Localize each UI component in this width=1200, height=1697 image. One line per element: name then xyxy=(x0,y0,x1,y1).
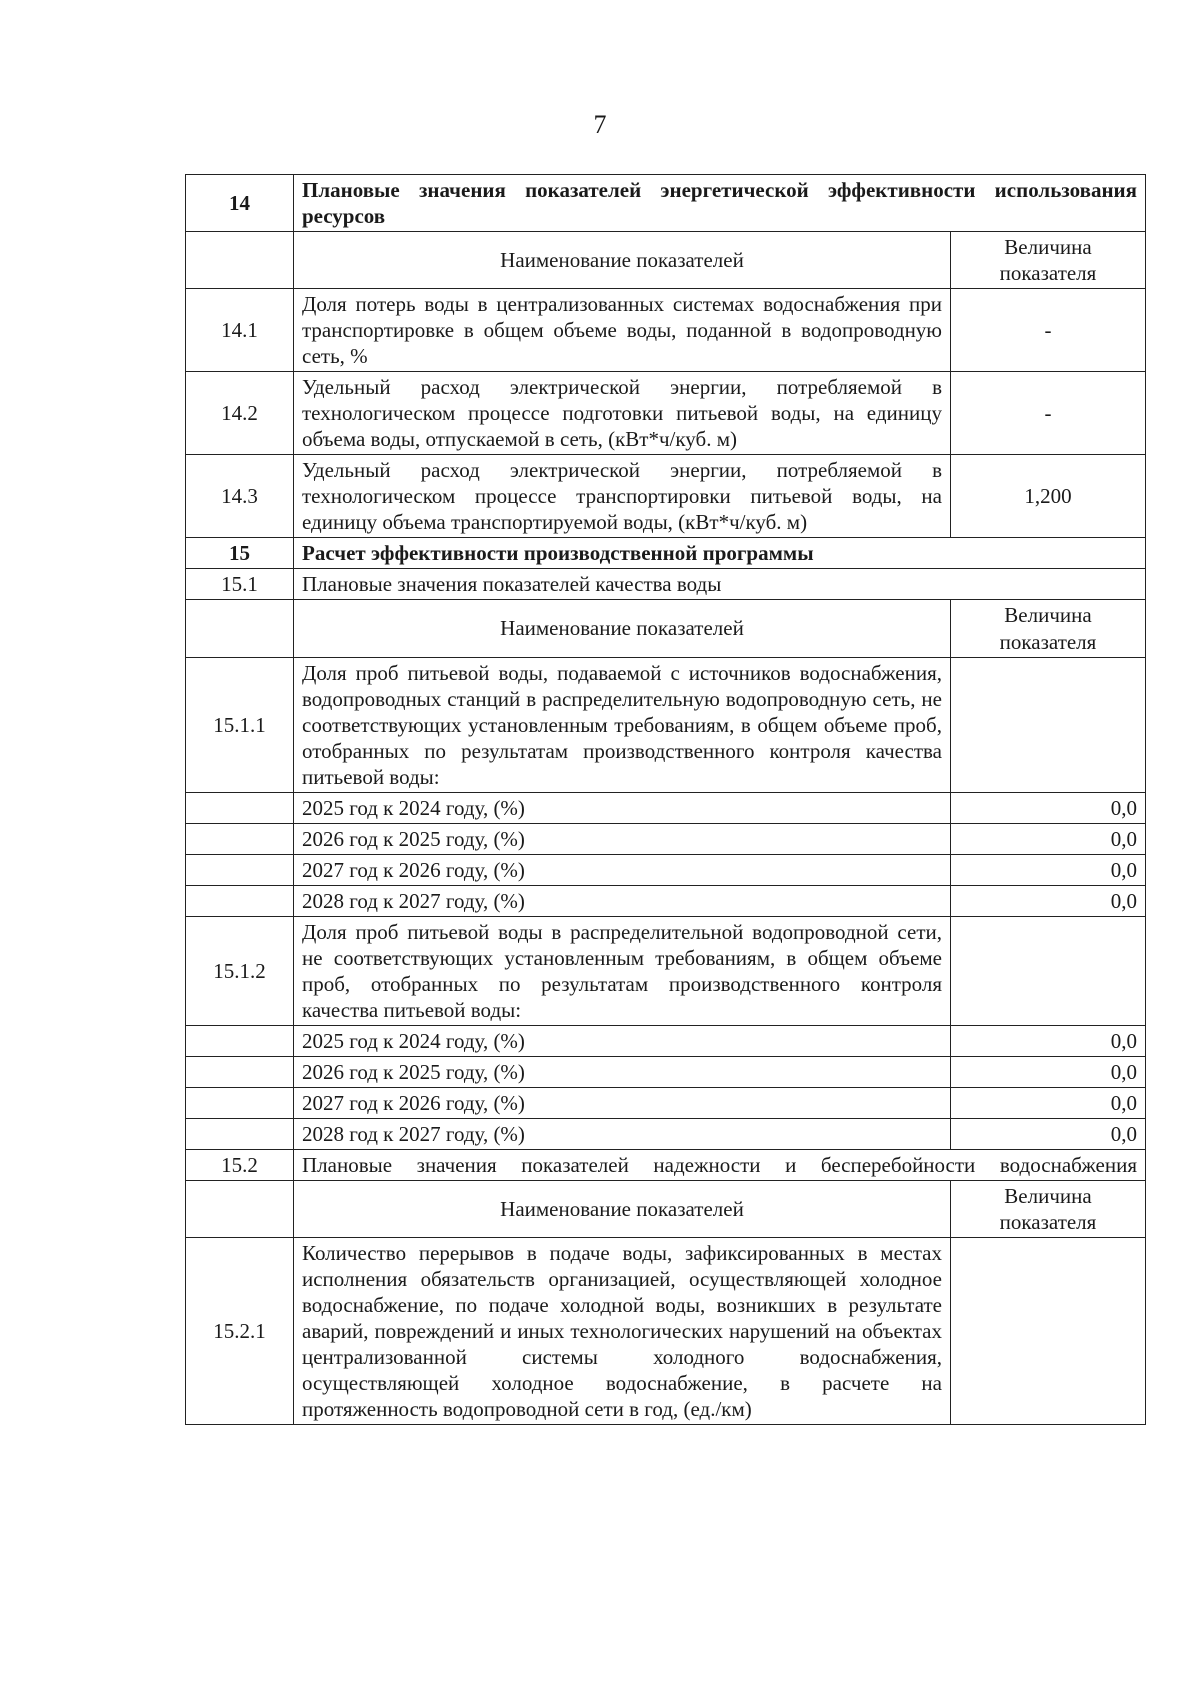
column-header-name: Наименование показателей xyxy=(294,232,951,289)
indicators-table xyxy=(185,174,1146,1425)
row-value xyxy=(951,916,1146,1025)
row-value: - xyxy=(951,289,1146,372)
table-row xyxy=(186,372,1146,455)
table-row xyxy=(186,657,1146,792)
year-value: 0,0 xyxy=(951,854,1146,885)
row-number: 15.1.2 xyxy=(186,916,294,1025)
column-header-row xyxy=(186,1181,1146,1238)
year-label: 2025 год к 2024 году, (%) xyxy=(294,792,951,823)
page-number: 7 xyxy=(593,110,607,139)
row-value xyxy=(951,1238,1146,1425)
year-row xyxy=(186,1056,1146,1087)
year-row xyxy=(186,854,1146,885)
column-header-name: Наименование показателей xyxy=(294,1181,951,1238)
row-number: 14.2 xyxy=(186,372,294,455)
row-number: 15.1.1 xyxy=(186,657,294,792)
column-header-value: Величина показателя xyxy=(951,1181,1146,1238)
subsection-number: 15.2 xyxy=(186,1150,294,1181)
year-label: 2026 год к 2025 году, (%) xyxy=(294,823,951,854)
year-row xyxy=(186,1119,1146,1150)
empty-cell xyxy=(186,1088,294,1119)
year-label: 2028 год к 2027 году, (%) xyxy=(294,1119,951,1150)
year-row xyxy=(186,1088,1146,1119)
row-value: - xyxy=(951,372,1146,455)
column-header-value: Величина показателя xyxy=(951,600,1146,657)
subsection-15-1-header xyxy=(186,569,1146,600)
subsection-title: Плановые значения показателей качества воды xyxy=(294,569,1146,600)
empty-cell xyxy=(186,232,294,289)
subsection-15-2-header xyxy=(186,1150,1146,1181)
empty-cell xyxy=(186,854,294,885)
empty-cell xyxy=(186,823,294,854)
section-14-header xyxy=(186,175,1146,232)
empty-cell xyxy=(186,600,294,657)
empty-cell xyxy=(186,1119,294,1150)
section-15-header xyxy=(186,538,1146,569)
subsection-number: 15.1 xyxy=(186,569,294,600)
year-label: 2025 год к 2024 году, (%) xyxy=(294,1025,951,1056)
year-row xyxy=(186,885,1146,916)
year-label: 2026 год к 2025 году, (%) xyxy=(294,1056,951,1087)
section-number: 14 xyxy=(186,175,294,232)
year-value: 0,0 xyxy=(951,1119,1146,1150)
table-row xyxy=(186,455,1146,538)
column-header-row xyxy=(186,232,1146,289)
subsection-title: Плановые значения показателей надежности и бесперебойности водоснабжения xyxy=(294,1150,1146,1181)
year-value: 0,0 xyxy=(951,1056,1146,1087)
empty-cell xyxy=(186,792,294,823)
year-row xyxy=(186,792,1146,823)
row-number: 15.2.1 xyxy=(186,1238,294,1425)
empty-cell xyxy=(186,885,294,916)
year-value: 0,0 xyxy=(951,1025,1146,1056)
row-name: Доля потерь воды в централизованных системах водоснабжения при транспортировке в общем объеме воды, поданной в водопроводную сеть, % xyxy=(294,289,951,372)
table-row xyxy=(186,289,1146,372)
year-value: 0,0 xyxy=(951,792,1146,823)
empty-cell xyxy=(186,1025,294,1056)
year-value: 0,0 xyxy=(951,823,1146,854)
year-label: 2027 год к 2026 году, (%) xyxy=(294,1088,951,1119)
row-name: Доля проб питьевой воды в распределительной водопроводной сети, не соответствующих установленным требованиям, в общем объеме проб, отобранных по результатам производственного контроля качества питьевой воды: xyxy=(294,916,951,1025)
empty-cell xyxy=(186,1181,294,1238)
column-header-value: Величина показателя xyxy=(951,232,1146,289)
row-name: Удельный расход электрической энергии, потребляемой в технологическом процессе транспортировки питьевой воды, на единицу объема транспортируемой воды, (кВт*ч/куб. м) xyxy=(294,455,951,538)
table-row xyxy=(186,916,1146,1025)
row-number: 14.3 xyxy=(186,455,294,538)
table-row xyxy=(186,1238,1146,1425)
row-name: Удельный расход электрической энергии, потребляемой в технологическом процессе подготовки питьевой воды, на единицу объема воды, отпускаемой в сеть, (кВт*ч/куб. м) xyxy=(294,372,951,455)
year-row xyxy=(186,823,1146,854)
row-number: 14.1 xyxy=(186,289,294,372)
column-header-row xyxy=(186,600,1146,657)
section-title: Плановые значения показателей энергетической эффективности использования ресурсов xyxy=(294,175,1146,232)
section-number: 15 xyxy=(186,538,294,569)
year-label: 2027 год к 2026 году, (%) xyxy=(294,854,951,885)
section-title: Расчет эффективности производственной программы xyxy=(294,538,1146,569)
row-name: Доля проб питьевой воды, подаваемой с источников водоснабжения, водопроводных станций в распределительную водопроводную сеть, не соответствующих установленным требованиям, в общем объеме проб, отобранных по результатам производственного контроля качества питьевой воды: xyxy=(294,657,951,792)
row-value: 1,200 xyxy=(951,455,1146,538)
year-value: 0,0 xyxy=(951,885,1146,916)
row-name: Количество перерывов в подаче воды, зафиксированных в местах исполнения обязательств организацией, осуществляющей холодное водоснабжение, по подаче холодной воды, возникших в результате аварий, повреждений и иных технологических нарушений на объектах централизованной системы холодного водоснабжения, осуществляющей холодное водоснабжение, в расчете на протяженность водопроводной сети в год, (ед./км) xyxy=(294,1238,951,1425)
year-label: 2028 год к 2027 году, (%) xyxy=(294,885,951,916)
empty-cell xyxy=(186,1056,294,1087)
row-value xyxy=(951,657,1146,792)
year-value: 0,0 xyxy=(951,1088,1146,1119)
column-header-name: Наименование показателей xyxy=(294,600,951,657)
year-row xyxy=(186,1025,1146,1056)
